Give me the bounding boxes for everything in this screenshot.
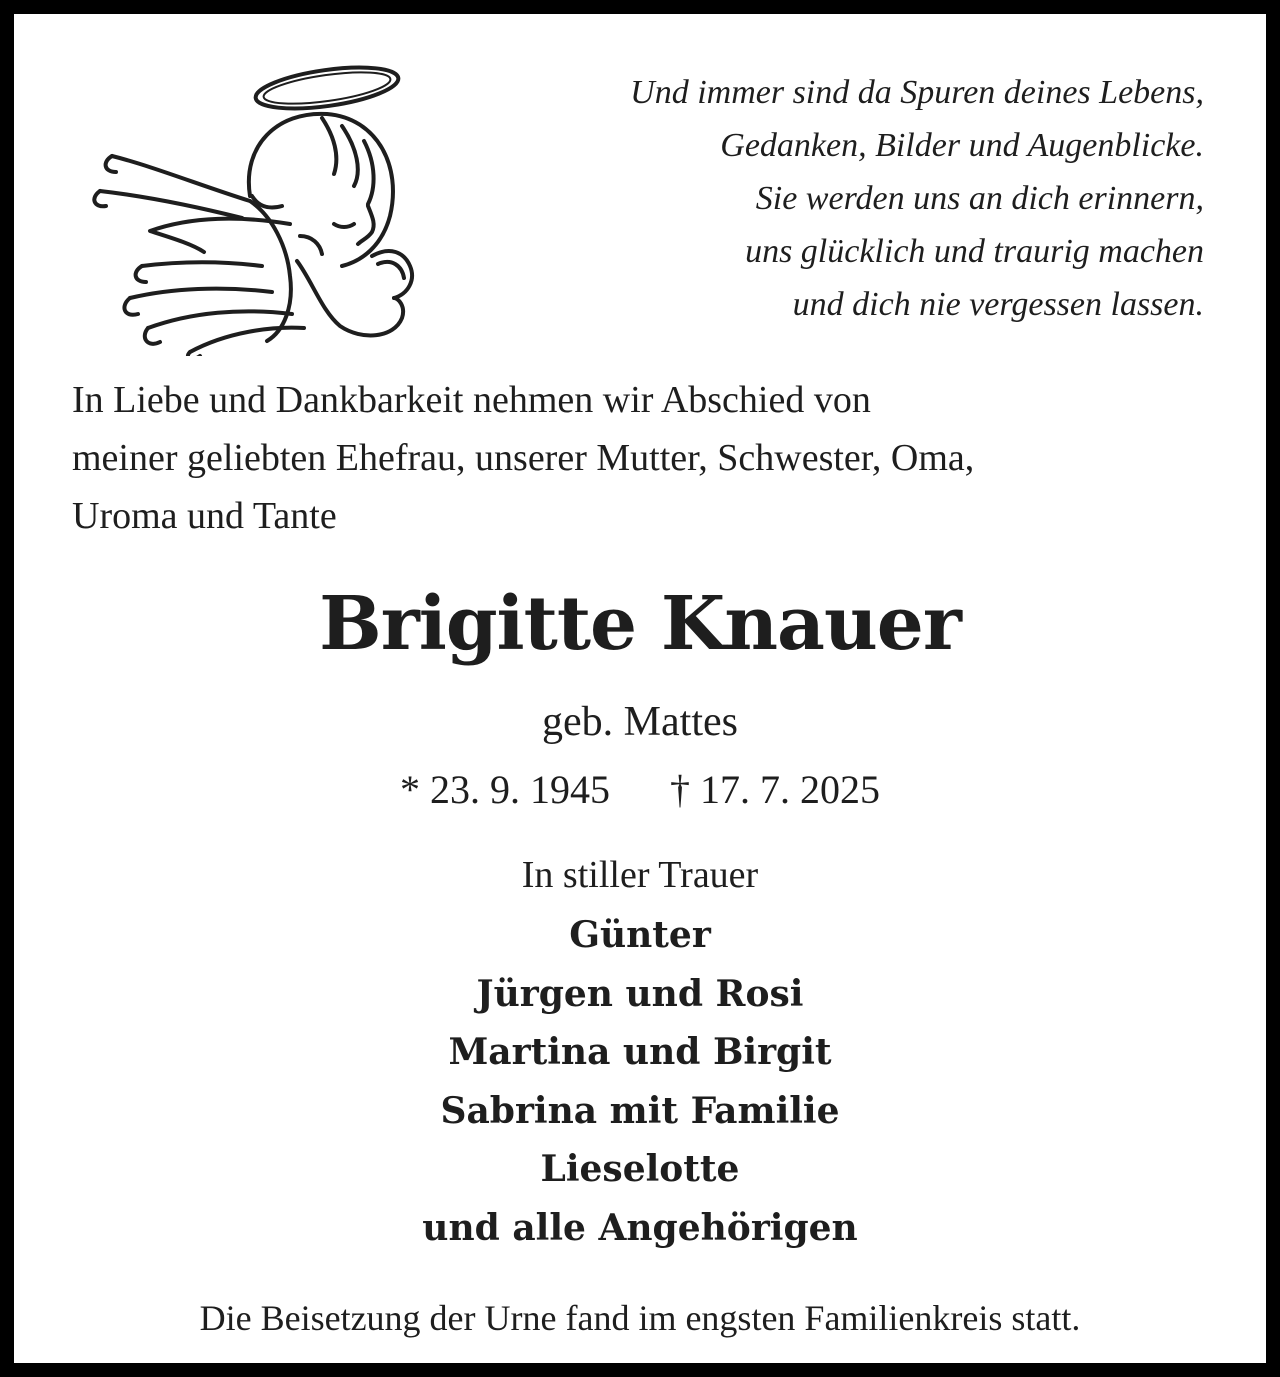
intro-line: meiner geliebten Ehefrau, unserer Mutter, Schwester, Oma,: [72, 437, 975, 479]
life-dates: [14, 762, 1266, 818]
mourner: Martina und Birgit: [448, 1031, 832, 1073]
mourners-list: [14, 906, 1266, 1257]
poem: [384, 66, 1204, 331]
mourner: Günter: [569, 914, 711, 956]
poem-line: Gedanken, Bilder und Augenblicke.: [720, 127, 1204, 164]
birth-date: * 23. 9. 1945: [400, 767, 610, 812]
intro-line: Uroma und Tante: [72, 495, 337, 537]
mourner: Sabrina mit Familie: [440, 1089, 840, 1132]
deceased-name: Brigitte Knauer: [319, 581, 961, 667]
mourner: und alle Angehörigen: [422, 1206, 858, 1249]
intro-text: [72, 371, 1232, 545]
poem-line: Sie werden uns an dich erinnern,: [755, 180, 1204, 217]
maiden-name: geb. Mattes: [542, 699, 738, 745]
death-date: † 17. 7. 2025: [670, 767, 880, 812]
burial-note: Die Beisetzung der Urne fand im engsten Familienkreis statt.: [199, 1298, 1081, 1338]
mourning-label: In stiller Trauer: [521, 854, 759, 896]
intro-line: In Liebe und Dankbarkeit nehmen wir Abschied von: [72, 379, 871, 421]
poem-line: und dich nie vergessen lassen.: [792, 286, 1204, 323]
mourner: Jürgen und Rosi: [476, 972, 804, 1015]
mourner: Lieselotte: [540, 1148, 740, 1190]
poem-line: uns glücklich und traurig machen: [745, 233, 1204, 270]
poem-line: Und immer sind da Spuren deines Lebens,: [630, 74, 1204, 111]
